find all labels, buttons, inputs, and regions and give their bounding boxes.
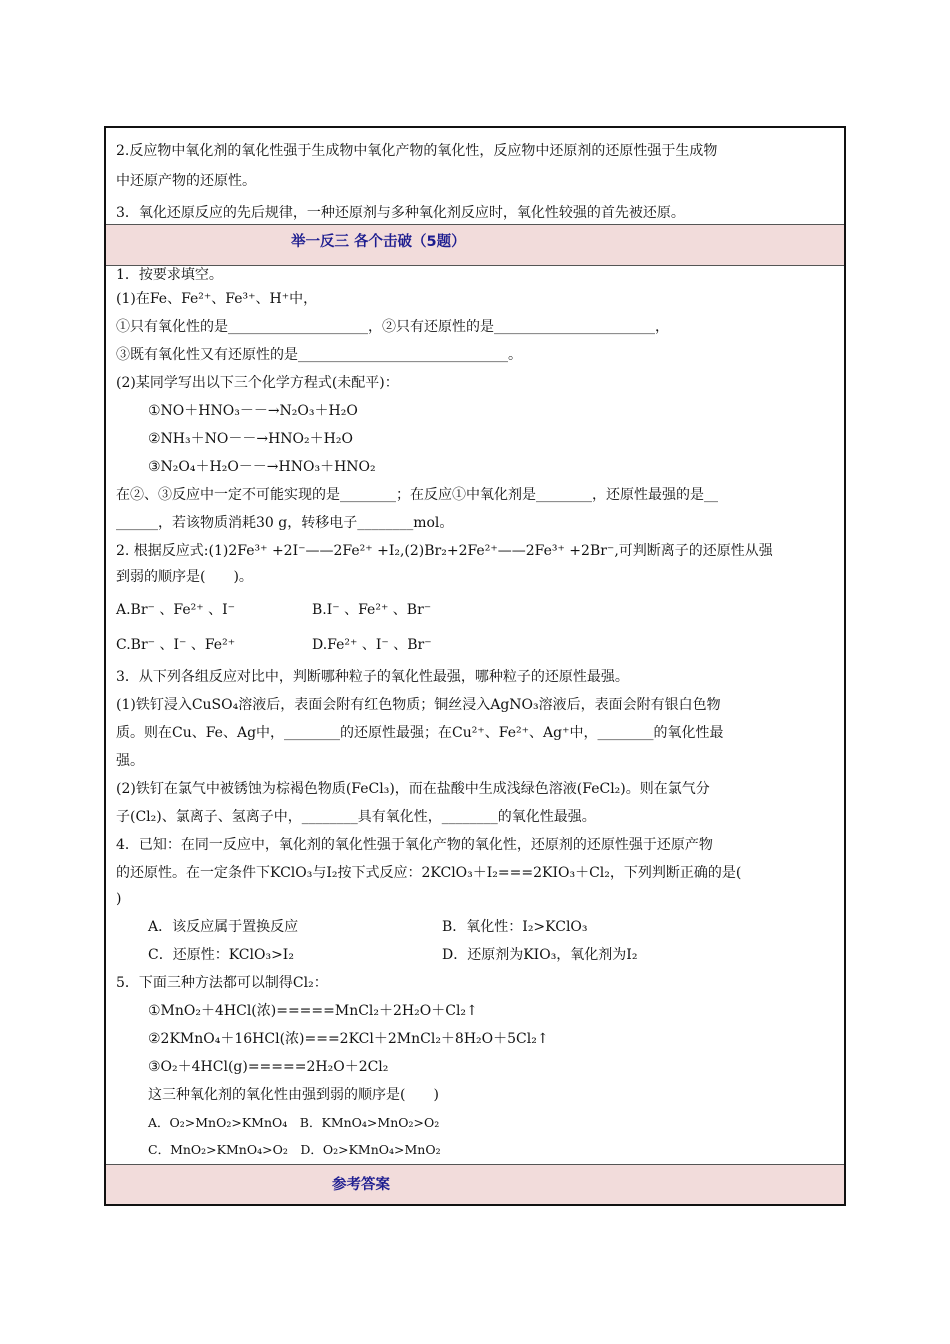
q1-line-2: (1)在Fe、Fe²⁺、Fe³⁺、H⁺中， xyxy=(116,291,318,307)
q4-option-c: C．还原性：KClO₃>I₂ xyxy=(148,947,294,963)
q5-equation-3: ③O₂＋4HCl(g)=====2H₂O＋2Cl₂ xyxy=(148,1059,389,1075)
q2-option-d: D.Fe²⁺ 、I⁻ 、Br⁻ xyxy=(312,637,432,653)
q3-line-4: 强。 xyxy=(116,753,144,769)
section-header-band xyxy=(106,224,844,266)
q1-line-3: ①只有氧化性的是____________________，②只有还原性的是_______________________， xyxy=(116,319,669,335)
q1-line-6: 在②、③反应中一定不可能实现的是________；在反应①中氧化剂是________，还原性最强的是__ xyxy=(116,487,718,503)
intro-line-2: 中还原产物的还原性。 xyxy=(116,173,256,189)
q3-line-5: (2)铁钉在氯气中被锈蚀为棕褐色物质(FeCl₃)，而在盐酸中生成浅绿色溶液(FeCl₂)。则在氯气分 xyxy=(116,781,710,797)
section-title: 举一反三 各个击破（5题） xyxy=(291,234,466,250)
intro-line-3: 3．氧化还原反应的先后规律，一种还原剂与多种氧化剂反应时，氧化性较强的首先被还原。 xyxy=(116,205,685,221)
q4-option-d: D．还原剂为KIO₃，氧化剂为I₂ xyxy=(442,947,638,963)
q2-option-a: A.Br⁻ 、Fe²⁺ 、I⁻ xyxy=(116,602,235,618)
q1-equation-3: ③N₂O₄＋H₂O－－→HNO₃＋HNO₂ xyxy=(148,459,376,475)
q3-line-3: 质。则在Cu、Fe、Ag中，________的还原性最强；在Cu²⁺、Fe²⁺、Ag⁺中，________的氧化性最 xyxy=(116,725,724,741)
answer-header-band xyxy=(106,1164,844,1204)
q3-title: 3．从下列各组反应对比中，判断哪种粒子的氧化性最强，哪种粒子的还原性最强。 xyxy=(116,669,629,685)
q1-equation-2: ②NH₃＋NO－－→HNO₂＋H₂O xyxy=(148,431,353,447)
q2-line-2: 到弱的顺序是( )。 xyxy=(116,569,253,585)
q3-line-2: (1)铁钉浸入CuSO₄溶液后，表面会附有红色物质；铜丝浸入AgNO₃溶液后，表面会附有银白色物 xyxy=(116,697,721,713)
q2-option-c: C.Br⁻ 、I⁻ 、Fe²⁺ xyxy=(116,637,236,653)
q4-title: 4．已知：在同一反应中，氧化剂的氧化性强于氧化产物的氧化性，还原剂的还原性强于还原产物 xyxy=(116,837,713,853)
content-table xyxy=(104,126,846,1206)
q2-option-b: B.I⁻ 、Fe²⁺ 、Br⁻ xyxy=(312,602,432,618)
q2-title: 2. 根据反应式:(1)2Fe³⁺ +2I⁻——2Fe²⁺ +I₂,(2)Br₂+2Fe²⁺——2Fe³⁺ +2Br⁻,可判断离子的还原性从强 xyxy=(116,543,773,559)
q5-options-cd: C．MnO₂>KMnO₄>O₂ D．O₂>KMnO₄>MnO₂ xyxy=(148,1142,441,1157)
answer-title: 参考答案 xyxy=(332,1177,390,1193)
q1-line-4: ③既有氧化性又有还原性的是______________________________。 xyxy=(116,347,522,363)
q1-line-7: ______，若该物质消耗30 g，转移电子________mol。 xyxy=(116,515,454,531)
q4-line-3: ) xyxy=(116,891,122,907)
q1-equation-1: ①NO＋HNO₃－－→N₂O₃＋H₂O xyxy=(148,403,358,419)
q4-line-2: 的还原性。在一定条件下KClO₃与I₂按下式反应：2KClO₃＋I₂===2KIO₃＋Cl₂，下列判断正确的是( xyxy=(116,865,742,881)
q1-line-5: (2)某同学写出以下三个化学方程式(未配平)： xyxy=(116,375,399,391)
q5-equation-1: ①MnO₂＋4HCl(浓)=====MnCl₂＋2H₂O＋Cl₂↑ xyxy=(148,1003,478,1019)
q5-title: 5．下面三种方法都可以制得Cl₂： xyxy=(116,975,328,991)
q5-line-2: 这三种氧化剂的氧化性由强到弱的顺序是( ) xyxy=(148,1087,439,1103)
q4-option-a: A．该反应属于置换反应 xyxy=(148,919,299,935)
q5-equation-2: ②2KMnO₄＋16HCl(浓)===2KCl＋2MnCl₂＋8H₂O＋5Cl₂↑ xyxy=(148,1031,549,1047)
q4-option-b: B．氧化性：I₂>KClO₃ xyxy=(442,919,588,935)
q5-options-ab: A．O₂>MnO₂>KMnO₄ B．KMnO₄>MnO₂>O₂ xyxy=(148,1115,440,1130)
q1-title: 1．按要求填空。 xyxy=(116,267,223,283)
q3-line-6: 子(Cl₂)、氯离子、氢离子中，________具有氧化性，________的氧化性最强。 xyxy=(116,809,596,825)
intro-line-1: 2.反应物中氧化剂的氧化性强于生成物中氧化产物的氧化性，反应物中还原剂的还原性强于生成物 xyxy=(116,143,718,159)
